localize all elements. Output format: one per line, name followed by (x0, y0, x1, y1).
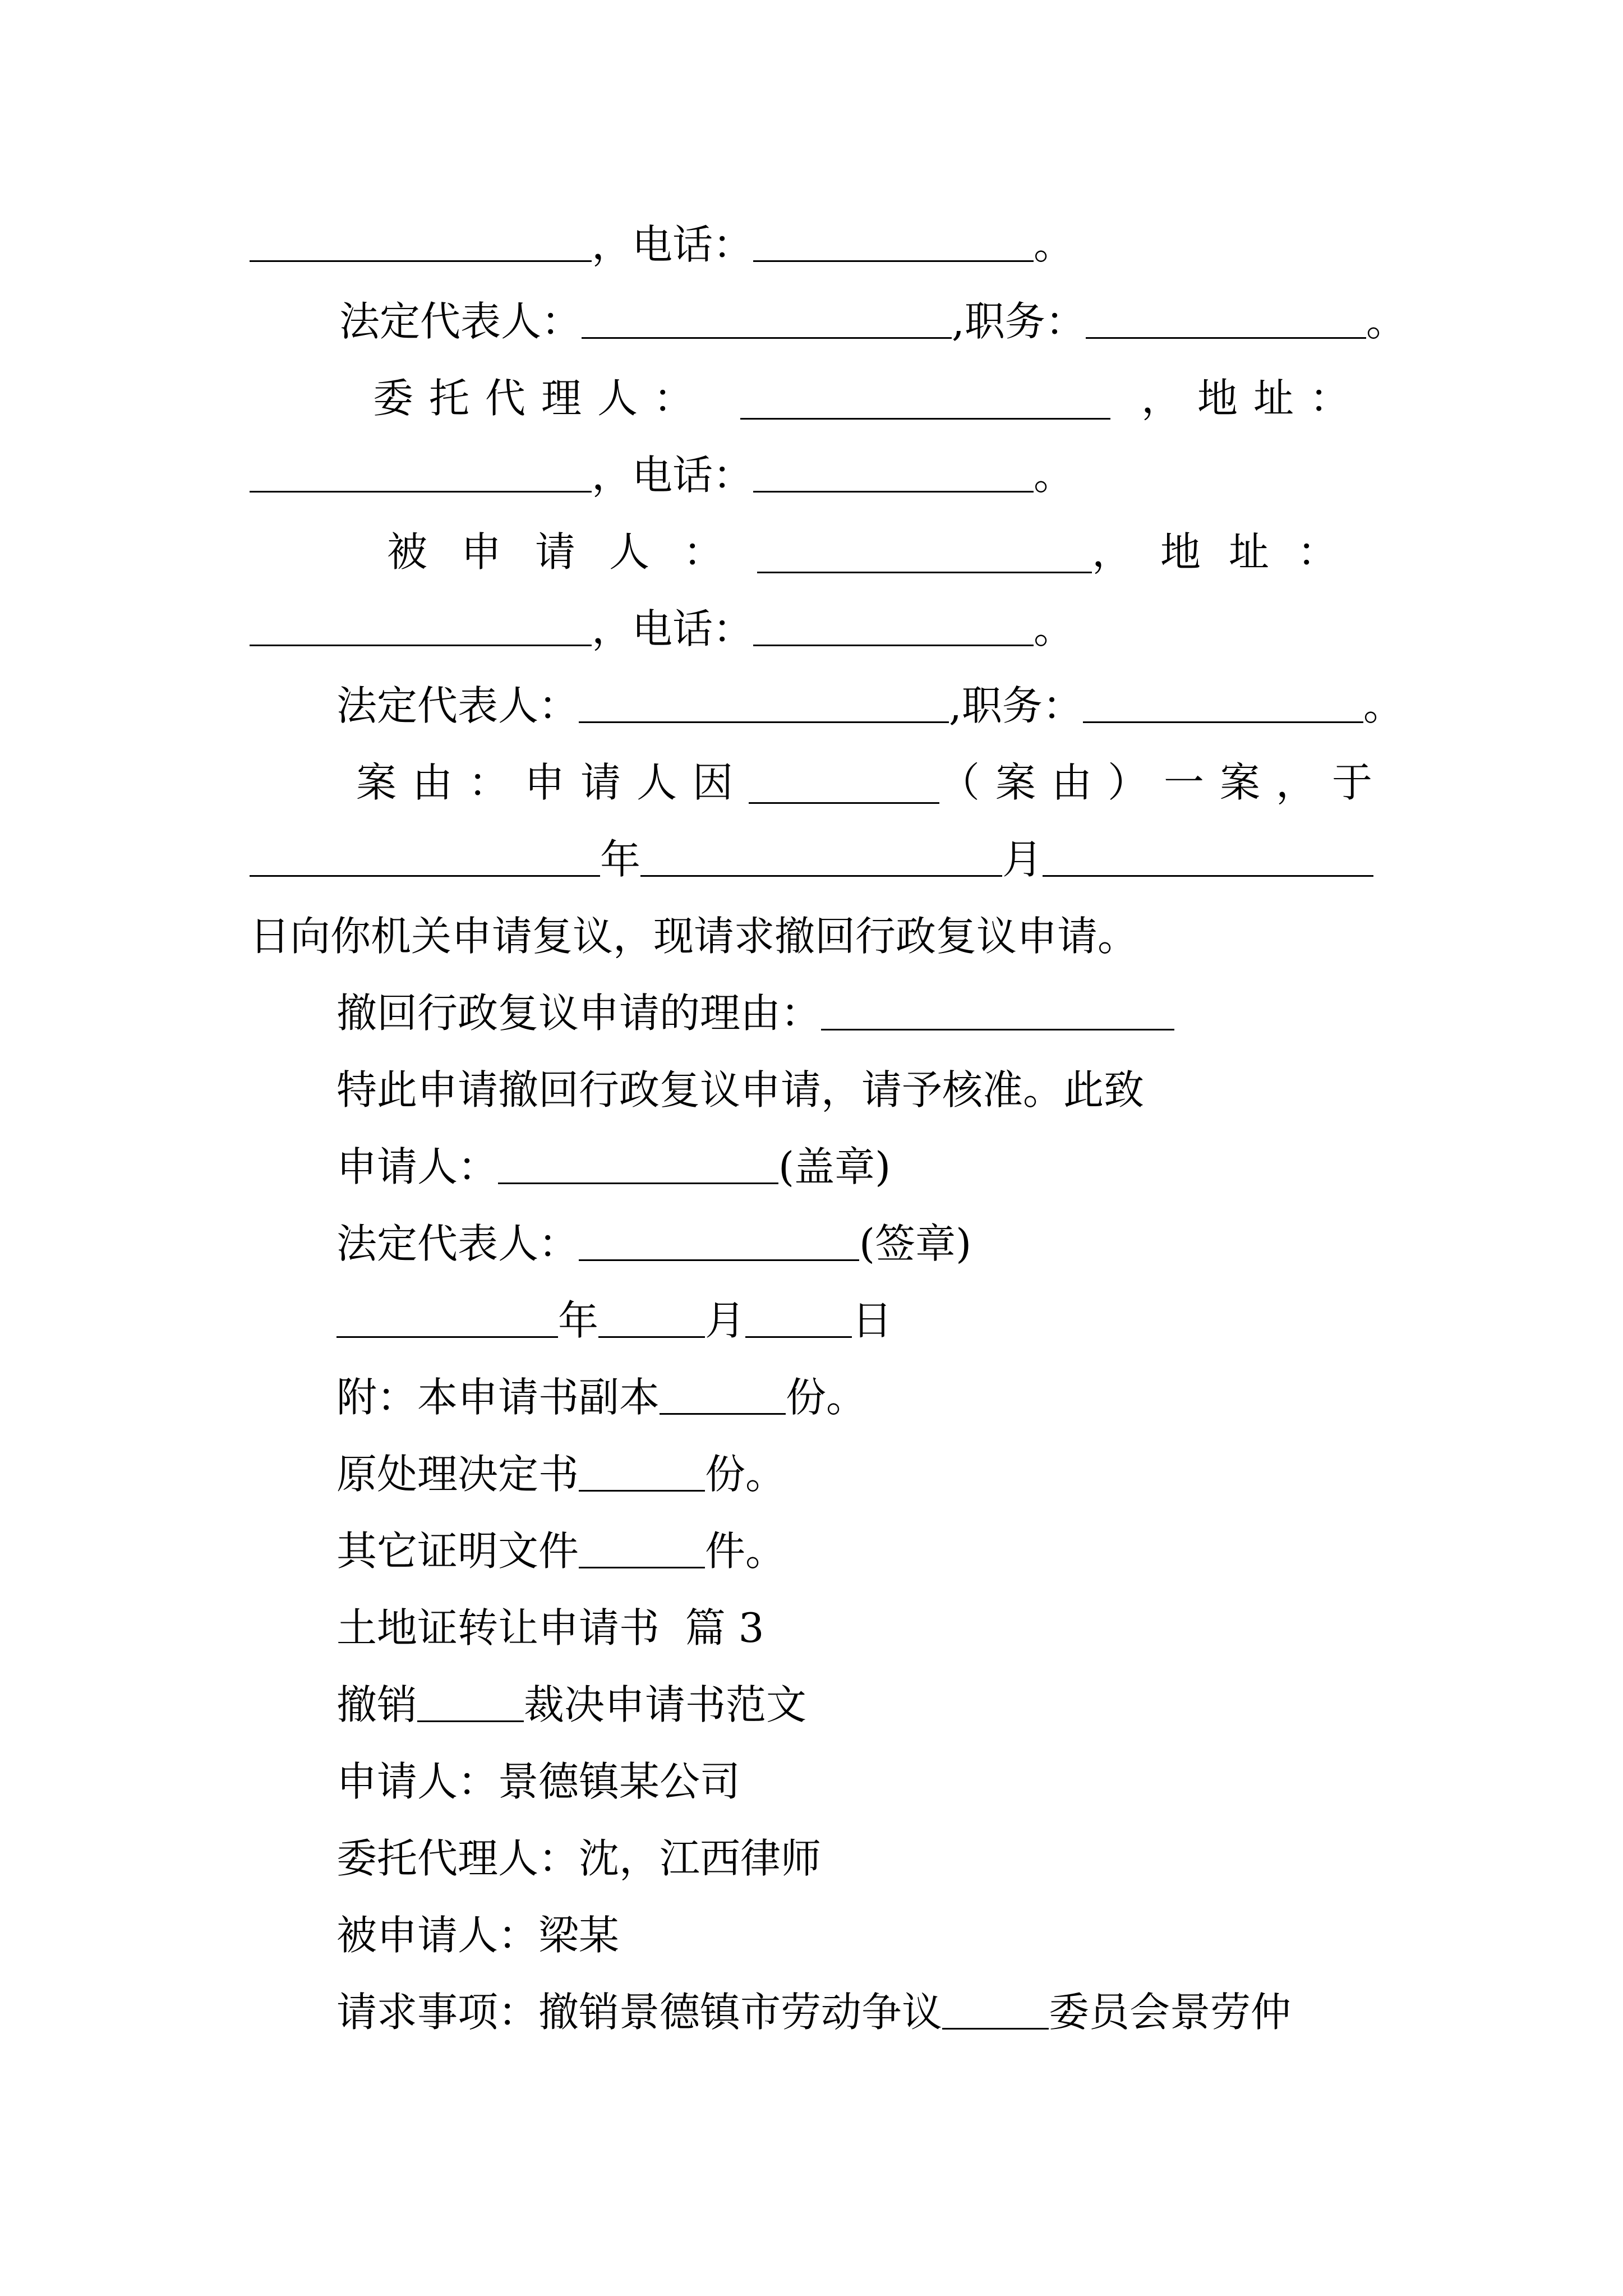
phone-line-3: ，电话： 。 (250, 591, 1388, 668)
date-line-1: 年 月 (250, 821, 1388, 898)
body-line-1: 日向你机关申请复议，现请求撤回行政复议申请。 (250, 913, 1138, 960)
committee-blank[interactable] (942, 1987, 1049, 2030)
request-line: 特此申请撤回行政复议申请，请予核准。此致 (336, 1066, 1145, 1114)
legal-rep-sign-line: 法定代表人： (签章) (336, 1220, 972, 1267)
decision-count-blank[interactable] (579, 1450, 705, 1492)
agent-info-line: 委托代理人：沈，江西律师 (336, 1835, 822, 1882)
legal-rep-line-1: 法定代表人： ,职务： 。 (339, 298, 1407, 345)
respondent-line: 被申请人： ，地址： (387, 528, 1366, 576)
phone-line-1: ，电话： 。 (250, 206, 1388, 283)
agent-line: 委托代理人： ，地址： (373, 375, 1366, 422)
legal-rep-blank[interactable] (582, 297, 952, 339)
legal-rep-line-2: 法定代表人： ,职务： 。 (336, 682, 1404, 729)
section-heading: 土地证转让申请书 篇 3 (336, 1604, 764, 1651)
applicant-seal-blank[interactable] (498, 1142, 778, 1184)
reason-line: 撤回行政复议申请的理由： (336, 975, 1388, 1052)
revoke-blank[interactable] (417, 1680, 524, 1722)
year-blank[interactable] (250, 835, 600, 877)
reason-blank[interactable] (821, 988, 1174, 1030)
agent-address-blank[interactable] (250, 450, 592, 493)
respondent-phone-blank[interactable] (753, 604, 1034, 646)
phone-blank[interactable] (753, 220, 1034, 262)
respondent-address-blank[interactable] (250, 604, 592, 646)
case-line: 案由：申请人因 （案由）一案，于 (356, 759, 1388, 806)
agent-phone-blank[interactable] (753, 450, 1034, 493)
attachment-copy-line: 附：本申请书副本 份。 (336, 1374, 867, 1421)
date-line-2: 年 月 日 (336, 1282, 1388, 1359)
applicant-seal-line: 申请人： (盖章) (336, 1143, 891, 1190)
respondent-blank[interactable] (757, 531, 1092, 573)
legal-rep-sign-blank[interactable] (579, 1219, 859, 1261)
copy-count-blank[interactable] (660, 1373, 786, 1415)
sign-month-blank[interactable] (598, 1296, 705, 1338)
sign-year-blank[interactable] (336, 1296, 558, 1338)
sign-day-blank[interactable] (745, 1296, 852, 1338)
respondent-legal-rep-blank[interactable] (579, 681, 949, 723)
case-blank[interactable] (749, 762, 939, 804)
applicant-line: 申请人：景德镇某公司 (336, 1758, 741, 1805)
address-blank[interactable] (250, 220, 592, 262)
agent-blank[interactable] (740, 378, 1110, 420)
other-count-blank[interactable] (579, 1526, 705, 1568)
attachment-other-line: 其它证明文件 件。 (336, 1527, 786, 1575)
attachment-decision-line: 原处理决定书 份。 (336, 1451, 786, 1498)
respondent-position-blank[interactable] (1083, 681, 1363, 723)
respondent-info-line: 被申请人：梁某 (336, 1912, 620, 1959)
revoke-title-line: 撤销 裁决申请书范文 (336, 1681, 807, 1728)
position-blank[interactable] (1086, 297, 1366, 339)
phone-line-2: ，电话： 。 (250, 437, 1388, 514)
month-blank[interactable] (640, 835, 1002, 877)
claim-line: 请求事项：撤销景德镇市劳动争议 委员会景劳仲 (336, 1989, 1292, 2036)
day-blank[interactable] (1043, 835, 1373, 877)
